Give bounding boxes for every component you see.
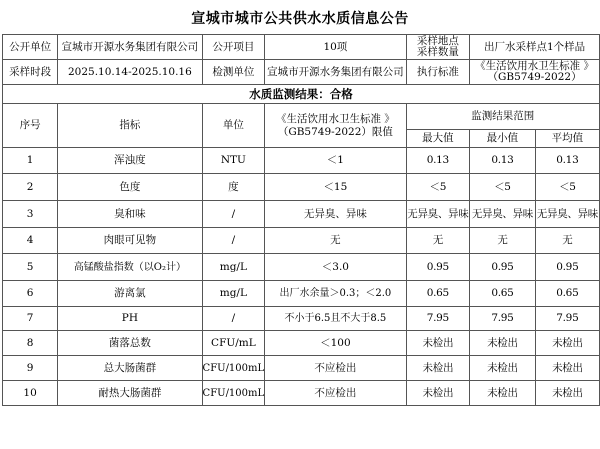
- items-value: 10项: [265, 35, 406, 60]
- cell-avg: 0.95: [535, 254, 599, 281]
- table-row: [3, 174, 600, 201]
- cell-no: 5: [3, 254, 58, 281]
- cell-limit: 出厂水余量＞0.3；＜2.0: [265, 281, 406, 307]
- header-max: 最大值: [406, 130, 469, 148]
- cell-limit: ＜3.0: [265, 254, 406, 281]
- header-range: 监测结果范围: [406, 104, 599, 130]
- cell-max: 0.95: [406, 254, 469, 281]
- agency-value: 宣城市开源水务集团有限公司: [265, 60, 406, 85]
- cell-max: 未检出: [406, 356, 469, 381]
- cell-limit: 无: [265, 228, 406, 254]
- table-row: [3, 307, 600, 331]
- period-value: 2025.10.14-2025.10.16: [58, 60, 202, 85]
- cell-min: 无: [470, 228, 536, 254]
- cell-no: 2: [3, 174, 58, 201]
- cell-no: 6: [3, 281, 58, 307]
- standard-label: 执行标准: [406, 60, 469, 85]
- cell-max: 0.65: [406, 281, 469, 307]
- cell-indicator: 耐热大肠菌群: [58, 381, 202, 406]
- header-limit: 《生活饮用水卫生标准 》 （GB5749-2022）限值: [265, 104, 406, 148]
- table-row: [3, 356, 600, 381]
- cell-max: 未检出: [406, 381, 469, 406]
- publisher-value: 宣城市开源水务集团有限公司: [58, 35, 202, 60]
- cell-avg: 0.13: [535, 148, 599, 174]
- cell-unit: mg/L: [202, 254, 265, 281]
- cell-avg: 7.95: [535, 307, 599, 331]
- cell-no: 8: [3, 331, 58, 356]
- cell-unit: CFU/mL: [202, 331, 265, 356]
- cell-min: 7.95: [470, 307, 536, 331]
- cell-limit: 不小于6.5且不大于8.5: [265, 307, 406, 331]
- cell-max: ＜5: [406, 174, 469, 201]
- cell-avg: ＜5: [535, 174, 599, 201]
- standard-value: 《生活饮用水卫生标准 》 （GB5749-2022）: [470, 60, 600, 85]
- result-line: 水质监测结果：合格: [3, 85, 600, 104]
- cell-indicator: 菌落总数: [58, 331, 202, 356]
- cell-unit: mg/L: [202, 281, 265, 307]
- cell-no: 10: [3, 381, 58, 406]
- period-label: 采样时段: [3, 60, 58, 85]
- cell-no: 7: [3, 307, 58, 331]
- cell-max: 7.95: [406, 307, 469, 331]
- header-no: 序号: [3, 104, 58, 148]
- cell-max: 无: [406, 228, 469, 254]
- header-min: 最小值: [470, 130, 536, 148]
- cell-unit: /: [202, 201, 265, 228]
- cell-min: 0.65: [470, 281, 536, 307]
- table-row: [3, 254, 600, 281]
- header-avg: 平均值: [535, 130, 599, 148]
- header-indicator: 指标: [58, 104, 202, 148]
- table-row: [3, 201, 600, 228]
- cell-unit: CFU/100mL: [202, 381, 265, 406]
- water-quality-table: [2, 34, 600, 406]
- cell-no: 1: [3, 148, 58, 174]
- cell-unit: CFU/100mL: [202, 356, 265, 381]
- cell-avg: 0.65: [535, 281, 599, 307]
- agency-label: 检测单位: [202, 60, 265, 85]
- cell-min: 无异臭、异味: [470, 201, 536, 228]
- cell-min: ＜5: [470, 174, 536, 201]
- cell-indicator: 浑浊度: [58, 148, 202, 174]
- cell-limit: 不应检出: [265, 356, 406, 381]
- cell-avg: 未检出: [535, 381, 599, 406]
- cell-avg: 未检出: [535, 356, 599, 381]
- cell-no: 4: [3, 228, 58, 254]
- cell-max: 无异臭、异味: [406, 201, 469, 228]
- table-row: [3, 381, 600, 406]
- cell-avg: 无异臭、异味: [535, 201, 599, 228]
- table-row: [3, 331, 600, 356]
- cell-indicator: 色度: [58, 174, 202, 201]
- cell-min: 未检出: [470, 381, 536, 406]
- sampling-label: 采样地点 采样数量: [406, 35, 469, 60]
- cell-limit: 无异臭、异味: [265, 201, 406, 228]
- cell-unit: /: [202, 228, 265, 254]
- cell-unit: NTU: [202, 148, 265, 174]
- cell-indicator: PH: [58, 307, 202, 331]
- cell-unit: 度: [202, 174, 265, 201]
- cell-min: 未检出: [470, 331, 536, 356]
- cell-no: 9: [3, 356, 58, 381]
- cell-unit: /: [202, 307, 265, 331]
- cell-indicator: 肉眼可见物: [58, 228, 202, 254]
- sampling-value: 出厂水采样点1个样品: [470, 35, 600, 60]
- cell-max: 0.13: [406, 148, 469, 174]
- table-row: [3, 228, 600, 254]
- table-row: [3, 281, 600, 307]
- cell-limit: ＜100: [265, 331, 406, 356]
- page-title: 宣城市城市公共供水水质信息公告: [191, 11, 409, 27]
- cell-max: 未检出: [406, 331, 469, 356]
- cell-avg: 未检出: [535, 331, 599, 356]
- items-label: 公开项目: [202, 35, 265, 60]
- table-row: [3, 148, 600, 174]
- cell-indicator: 总大肠菌群: [58, 356, 202, 381]
- cell-avg: 无: [535, 228, 599, 254]
- cell-min: 未检出: [470, 356, 536, 381]
- cell-indicator: 臭和味: [58, 201, 202, 228]
- cell-indicator: 游离氯: [58, 281, 202, 307]
- cell-limit: ＜1: [265, 148, 406, 174]
- publisher-label: 公开单位: [3, 35, 58, 60]
- cell-no: 3: [3, 201, 58, 228]
- cell-min: 0.13: [470, 148, 536, 174]
- cell-limit: ＜15: [265, 174, 406, 201]
- cell-limit: 不应检出: [265, 381, 406, 406]
- cell-min: 0.95: [470, 254, 536, 281]
- header-unit: 单位: [202, 104, 265, 148]
- cell-indicator: 高锰酸盐指数（以O₂计）: [58, 254, 202, 281]
